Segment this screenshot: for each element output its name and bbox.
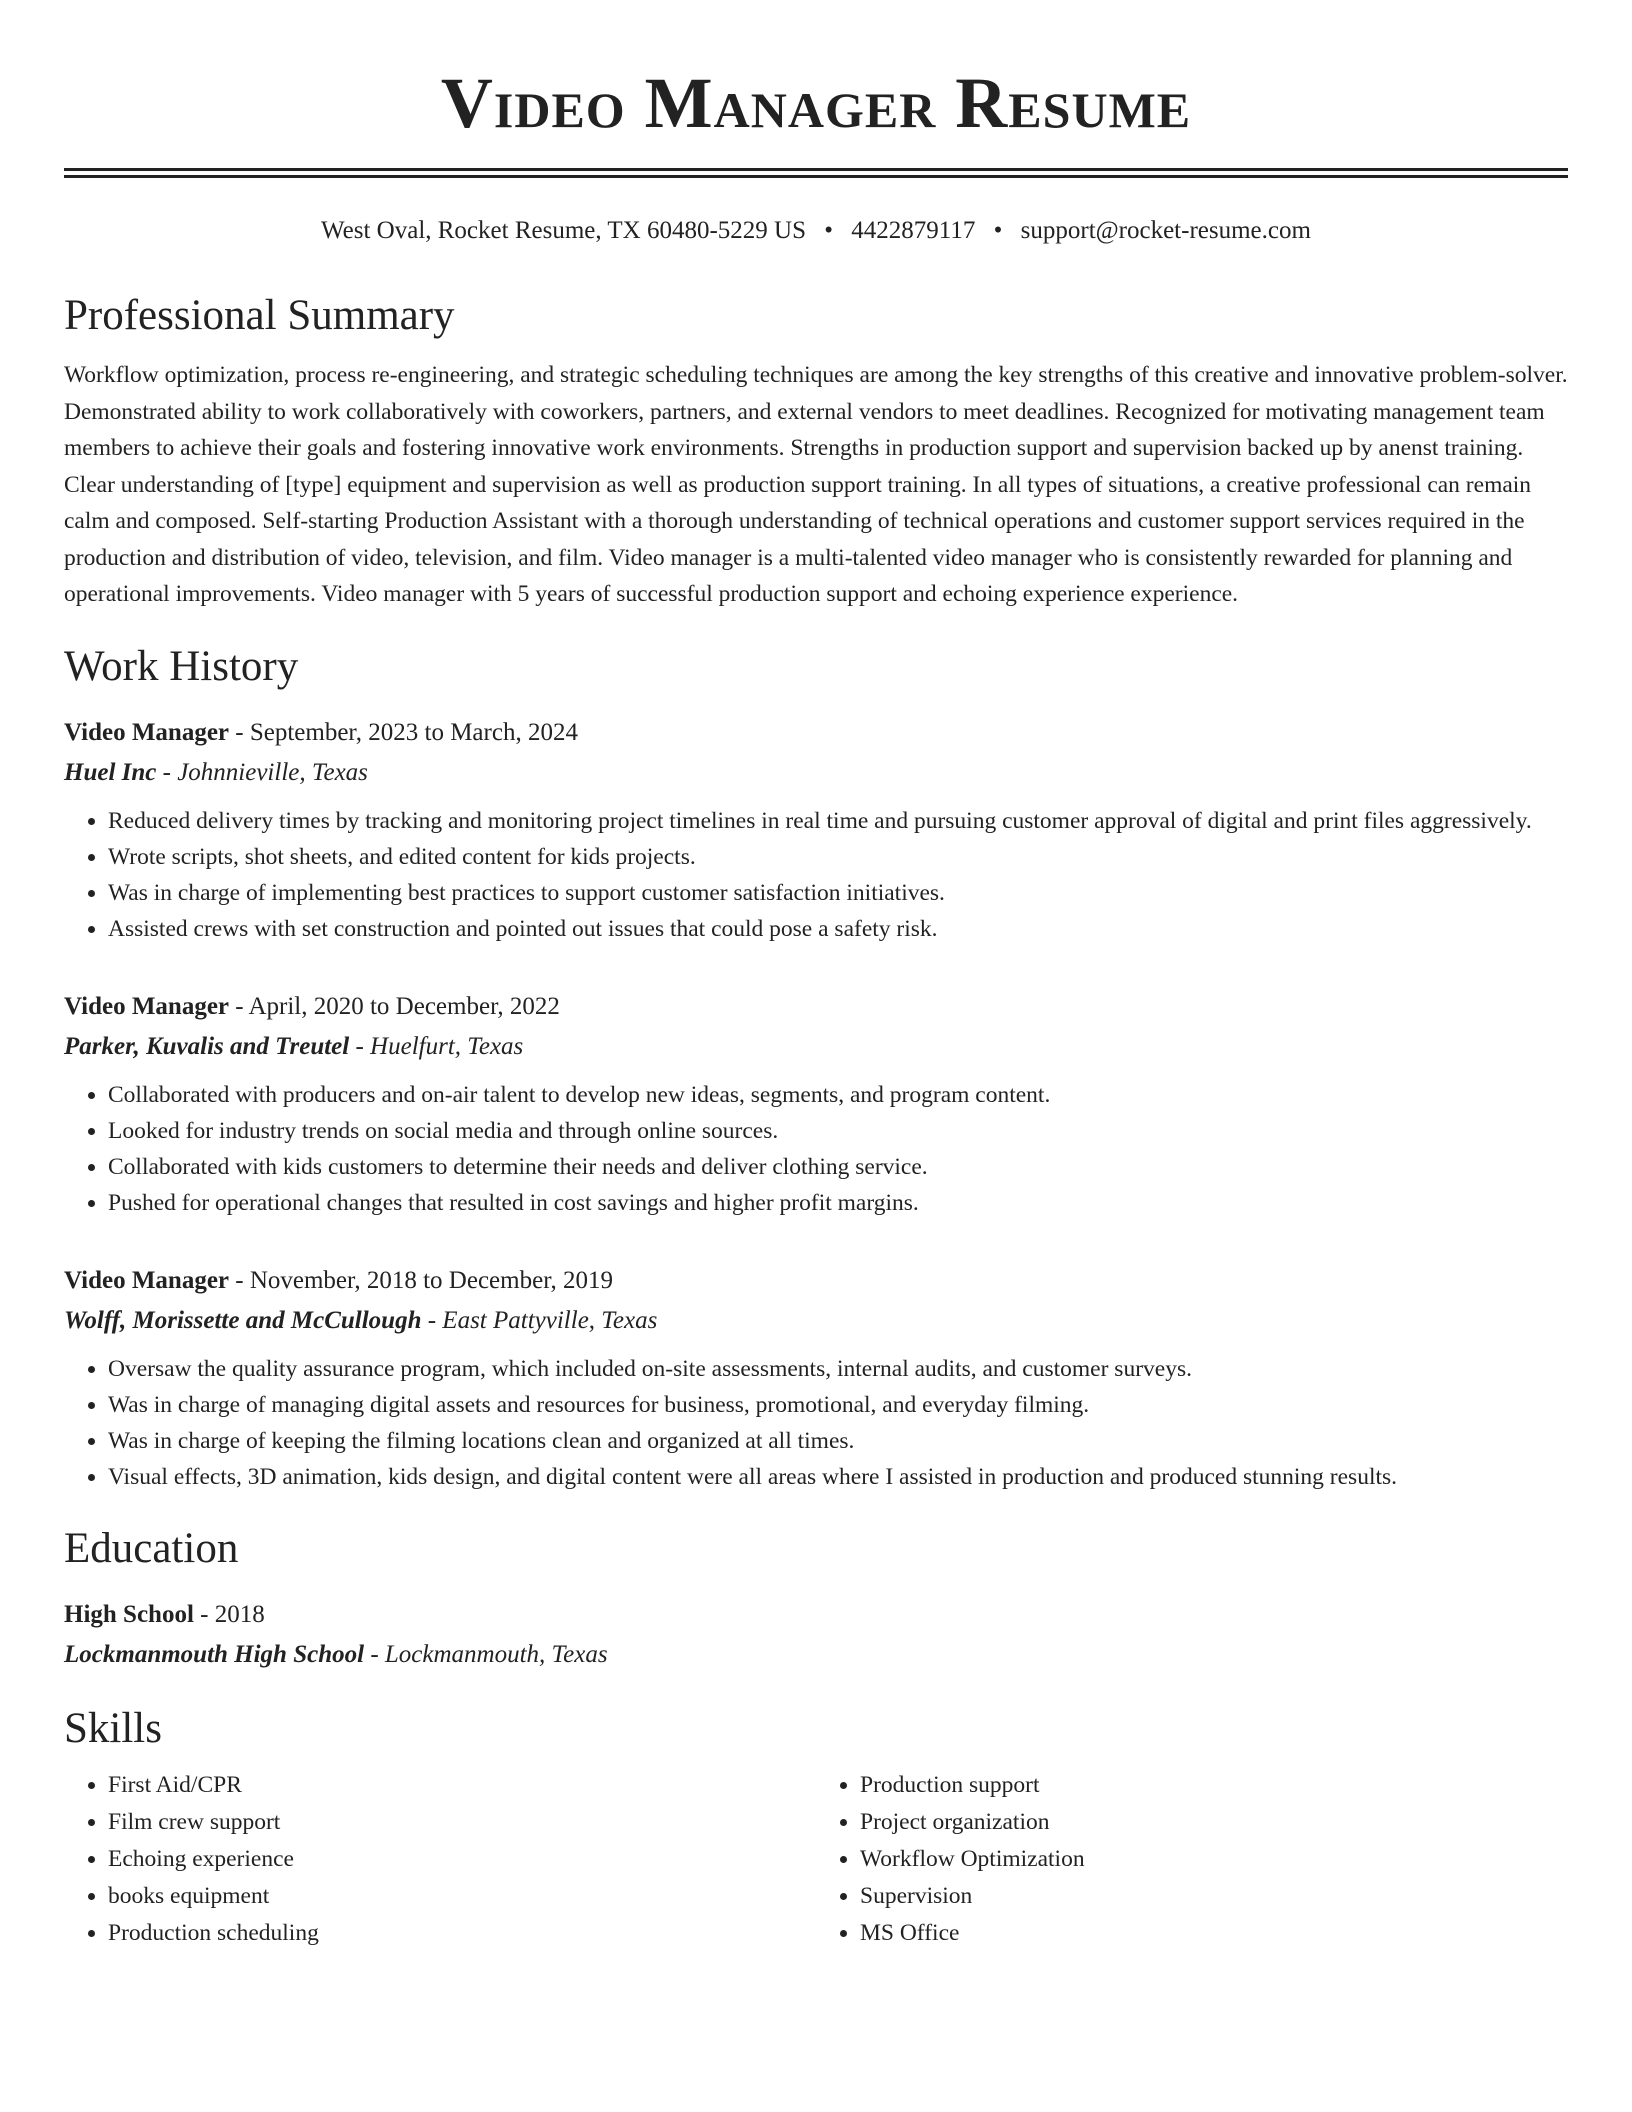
job-bullet: • Was in charge of keeping the filming locations clean and organized at all times. [108,1423,1568,1459]
job-title: Video Manager [64,992,230,1020]
job-bullet: • Assisted crews with set construction and pointed out issues that could pose a safety risk. [108,911,1568,947]
job-dates: - November, 2018 to December, 2019 [229,1266,614,1294]
graduation-year: - 2018 [193,1600,265,1628]
job-bullet: • Collaborated with producers and on-air talent to develop new ideas, segments, and program content. [108,1077,1568,1113]
job-entry [64,1261,1568,1495]
degree-line [64,1595,1568,1635]
skills-heading: Skills [64,1704,162,1752]
company-line [64,753,1568,793]
job-dates: - September, 2023 to March, 2024 [229,718,578,746]
skill-item: • books equipment [108,1878,816,1915]
education-entry [64,1595,1568,1675]
skill-item: • Project organization [860,1804,1568,1841]
company-name: Wolff, Morissette and McCullough [64,1306,422,1334]
company-name: Huel Inc [64,758,157,786]
skills-column-right [816,1767,1568,1952]
contact-line [64,214,1568,248]
job-bullet: • Visual effects, 3D animation, kids design, and digital content were all areas where I assisted in production and produced stunning results. [108,1459,1568,1495]
job-title-line [64,1261,1568,1301]
company-line [64,1301,1568,1341]
title-divider [64,168,1568,178]
job-bullet: • Collaborated with kids customers to determine their needs and deliver clothing service. [108,1149,1568,1185]
job-bullets [64,1077,1568,1221]
job-bullet: • Wrote scripts, shot sheets, and edited content for kids projects. [108,839,1568,875]
company-line [64,1027,1568,1067]
contact-email: support@rocket-resume.com [1020,217,1311,244]
skills-list [64,1767,1568,1952]
page-title: Video Manager Resume [440,63,1192,143]
skill-item: • Echoing experience [108,1841,816,1878]
job-bullet: • Was in charge of managing digital assets and resources for business, promotional, and everyday filming. [108,1387,1568,1423]
skill-item: • MS Office [860,1915,1568,1952]
school-location: - Lockmanmouth, Texas [364,1640,608,1668]
job-bullets [64,803,1568,947]
contact-separator: • [824,217,834,244]
skill-item: • Film crew support [108,1804,816,1841]
education-heading: Education [64,1524,239,1572]
company-name: Parker, Kuvalis and Treutel [64,1032,350,1060]
job-bullet: • Pushed for operational changes that resulted in cost savings and higher profit margins. [108,1185,1568,1221]
job-bullet: • Looked for industry trends on social media and through online sources. [108,1113,1568,1149]
school-line [64,1635,1568,1675]
job-entry [64,713,1568,947]
contact-phone: 4422879117 [851,217,976,244]
job-bullet: • Was in charge of implementing best practices to support customer satisfaction initiatives. [108,875,1568,911]
job-title: Video Manager [64,1266,230,1294]
contact-address: West Oval, Rocket Resume, TX 60480-5229 US [321,217,807,244]
skill-item: • Workflow Optimization [860,1841,1568,1878]
school-name: Lockmanmouth High School [64,1640,365,1668]
job-bullet: • Reduced delivery times by tracking and monitoring project timelines in real time and pursuing customer approval of digital and print files aggressively. [108,803,1568,839]
skills-column-left [64,1767,816,1952]
work-history-heading: Work History [64,642,299,690]
job-title: Video Manager [64,718,230,746]
summary-heading: Professional Summary [64,292,455,339]
job-title-line [64,987,1568,1027]
company-location: - Johnnieville, Texas [156,758,368,786]
job-bullets [64,1351,1568,1495]
contact-separator: • [993,217,1003,244]
company-location: - East Pattyville, Texas [421,1306,658,1334]
summary-text: Workflow optimization, process re-engineering, and strategic scheduling techniques are among the key strengths of this creative and innovative problem-solver. Demonstrated ability to work collaboratively with coworkers, partners, and external vendors to meet deadlines. Recognized for motivating management team members to achieve their goals and fostering innovative work environments. Strengths in production support and supervision backed up by anenst training. Clear understanding of [type] equipment and supervision as well as production support training. In all types of situations, a creative professional can remain calm and composed. Self-starting Production Assistant with a thorough understanding of technical operations and customer support services required in the production and distribution of video, television, and film. Video manager is a multi-talented video manager who is consistently rewarded for planning and operational improvements. Video manager with 5 years of successful production support and echoing experience experience. [64,362,1568,607]
job-title-line [64,713,1568,753]
skill-item: • Production scheduling [108,1915,816,1952]
skill-item: • First Aid/CPR [108,1767,816,1804]
degree: High School [64,1600,194,1628]
skill-item: • Supervision [860,1878,1568,1915]
job-dates: - April, 2020 to December, 2022 [229,992,560,1020]
company-location: - Huelfurt, Texas [349,1032,524,1060]
job-bullet: • Oversaw the quality assurance program, which included on-site assessments, internal audits, and customer surveys. [108,1351,1568,1387]
skill-item: • Production support [860,1767,1568,1804]
job-entry [64,987,1568,1221]
